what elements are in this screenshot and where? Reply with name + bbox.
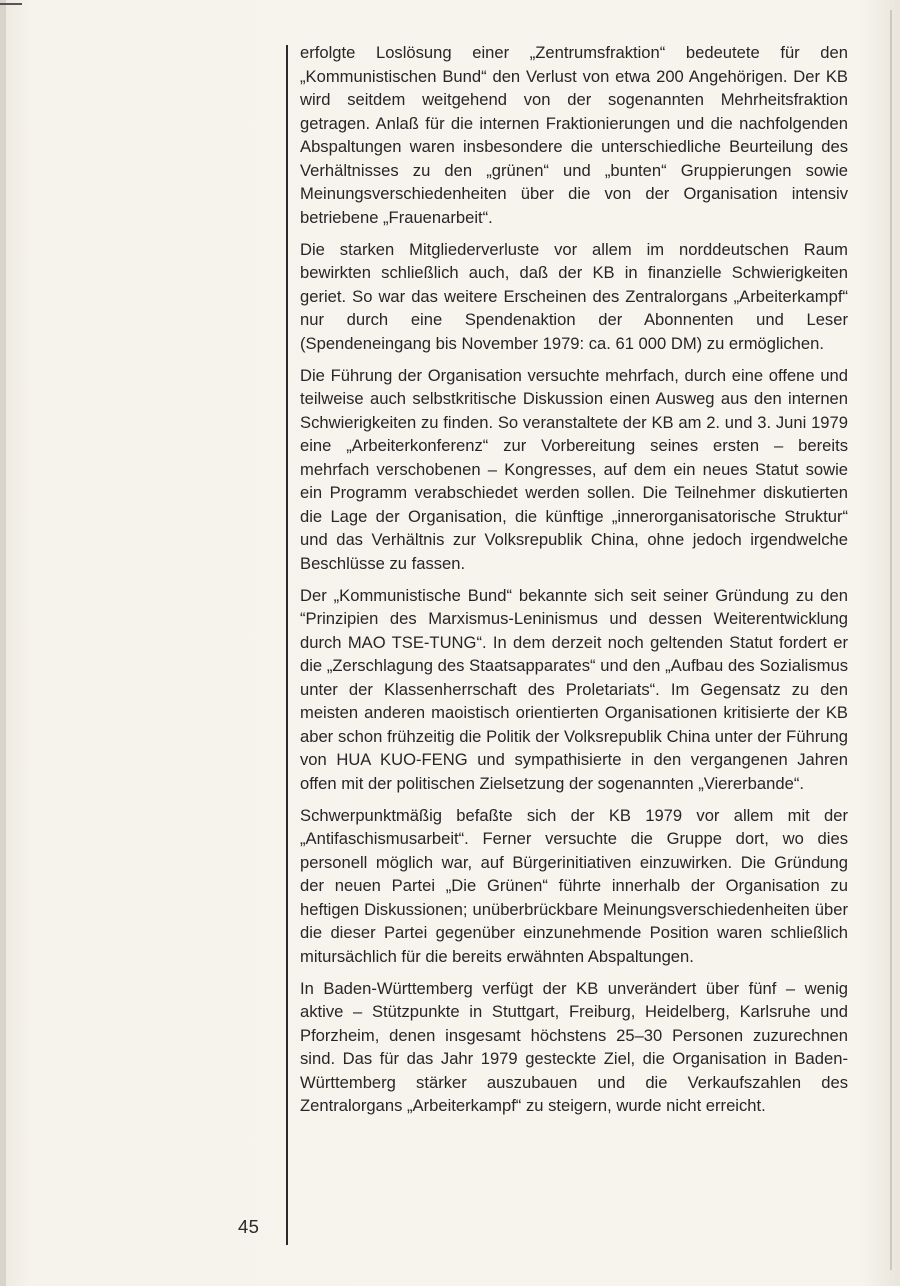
paragraph-2: Die starken Mitgliederverluste vor allem im norddeutschen Raum bewirkten schließlich auch, daß der KB in finanzielle Schwierigkeiten geriet. So war das weitere Erscheinen des Zentralorgans „Arbeiterkampf“ nur durch eine Spendenaktion der Abonnenten und Leser (Spendeneingang bis November 1979: ca. 61 000 DM) zu ermöglichen. [300, 239, 848, 353]
paragraph-5: Schwerpunktmäßig befaßte sich der KB 1979 vor allem mit der „Antifaschismusarbeit“. Ferner versuchte die Gruppe dort, wo dies personell möglich war, auf Bürgerinitiativen einzuwirken. Die Gründung der neuen Partei „Die Grünen“ führte innerhalb der Organisation zu heftigen Diskussionen; unüberbrückbare Meinungsverschiedenheiten über die dieser Partei gegenüber einzunehmende Position waren schließlich mitursächlich für die bereits erwähnten Abspaltungen. [300, 805, 848, 966]
body-text [300, 41, 848, 1118]
margin-rule [286, 45, 288, 1245]
paragraph-1: erfolgte Loslösung einer „Zentrumsfraktion“ bedeutete für den „Kommunistischen Bund“ den Verlust von etwa 200 Angehörigen. Der KB wird seitdem weitgehend von der sogenannten Mehrheitsfraktion getragen. Anlaß für die internen Fraktionierungen und die nachfolgenden Abspaltungen waren insbesondere die unterschiedliche Beurteilung des Verhältnisses zu den „grünen“ und „bunten“ Gruppierungen sowie Meinungsverschiedenheiten über die von der Organisation intensiv betriebene „Frauenarbeit“. [300, 43, 848, 227]
paragraph-4: Der „Kommunistische Bund“ bekannte sich seit seiner Gründung zu den “Prinzipien des Marxismus-Leninismus und dessen Weiterentwicklung durch MAO TSE-TUNG“. In dem derzeit noch geltenden Statut fordert er die „Zerschlagung des Staatsapparates“ und den „Aufbau des Sozialismus unter der Klassenherrschaft des Proletariats“. Im Gegensatz zu den meisten anderen maoistisch orientierten Organisationen kritisierte der KB aber schon frühzeitig die Politik der Volksrepublik China unter der Führung von HUA KUO-FENG und sympathisierte in den vergangenen Jahren offen mit der politischen Zielsetzung der sogenannten „Viererbande“. [300, 585, 848, 793]
scan-corner-mark [0, 3, 22, 5]
page-number: 45 [238, 1216, 260, 1237]
page-edge-shadow [890, 10, 892, 1270]
paragraph-3: Die Führung der Organisation versuchte mehrfach, durch eine offene und teilweise auch selbstkritische Diskussion einen Ausweg aus den internen Schwierigkeiten zu finden. So veranstaltete der KB am 2. und 3. Juni 1979 eine „Arbeiterkonferenz“ zur Vorbereitung seines ersten – bereits mehrfach verschobenen – Kongresses, auf dem ein neues Statut sowie ein Programm verabschiedet werden sollen. Die Teilnehmer diskutierten die Lage der Organisation, die künftige „innerorganisatorische Struktur“ und das Verhältnis zur Volksrepublik China, ohne jedoch irgendwelche Beschlüsse zu fassen. [300, 365, 848, 573]
page-fold-shadow [0, 0, 6, 1286]
paragraph-6: In Baden-Württemberg verfügt der KB unverändert über fünf – wenig aktive – Stützpunkte in Stuttgart, Freiburg, Heidelberg, Karlsruhe und Pforzheim, denen insgesamt höchstens 25–30 Personen zuzurechnen sind. Das für das Jahr 1979 gesteckte Ziel, die Organisation in Baden-Württemberg stärker auszubauen und die Verkaufszahlen des Zentralorgans „Arbeiterkampf“ zu steigern, wurde nicht erreicht. [300, 978, 848, 1115]
